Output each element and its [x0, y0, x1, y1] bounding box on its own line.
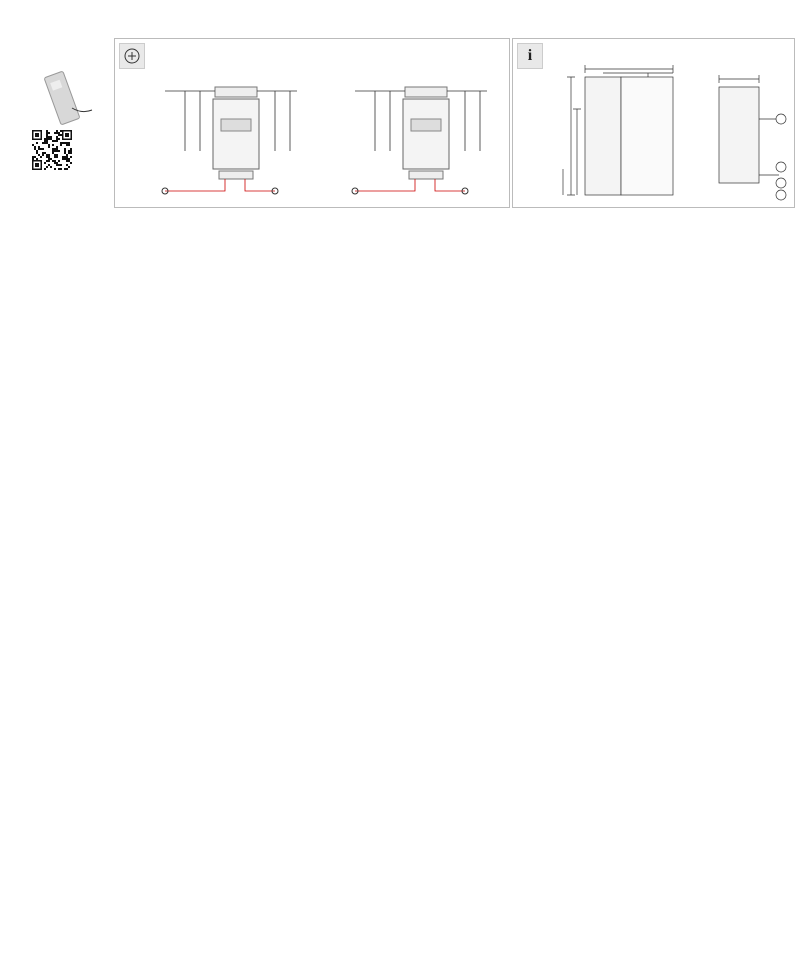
info-icon: i — [517, 43, 543, 69]
wiring-icon — [119, 43, 145, 69]
dimension-panel — [512, 38, 795, 208]
wiring-ac-diagram — [145, 67, 315, 207]
dimension-drawing — [543, 49, 793, 207]
wiring-panel — [114, 38, 510, 208]
device-image — [42, 68, 96, 130]
qr-code — [32, 130, 72, 170]
wiring-dc-diagram — [335, 67, 505, 207]
